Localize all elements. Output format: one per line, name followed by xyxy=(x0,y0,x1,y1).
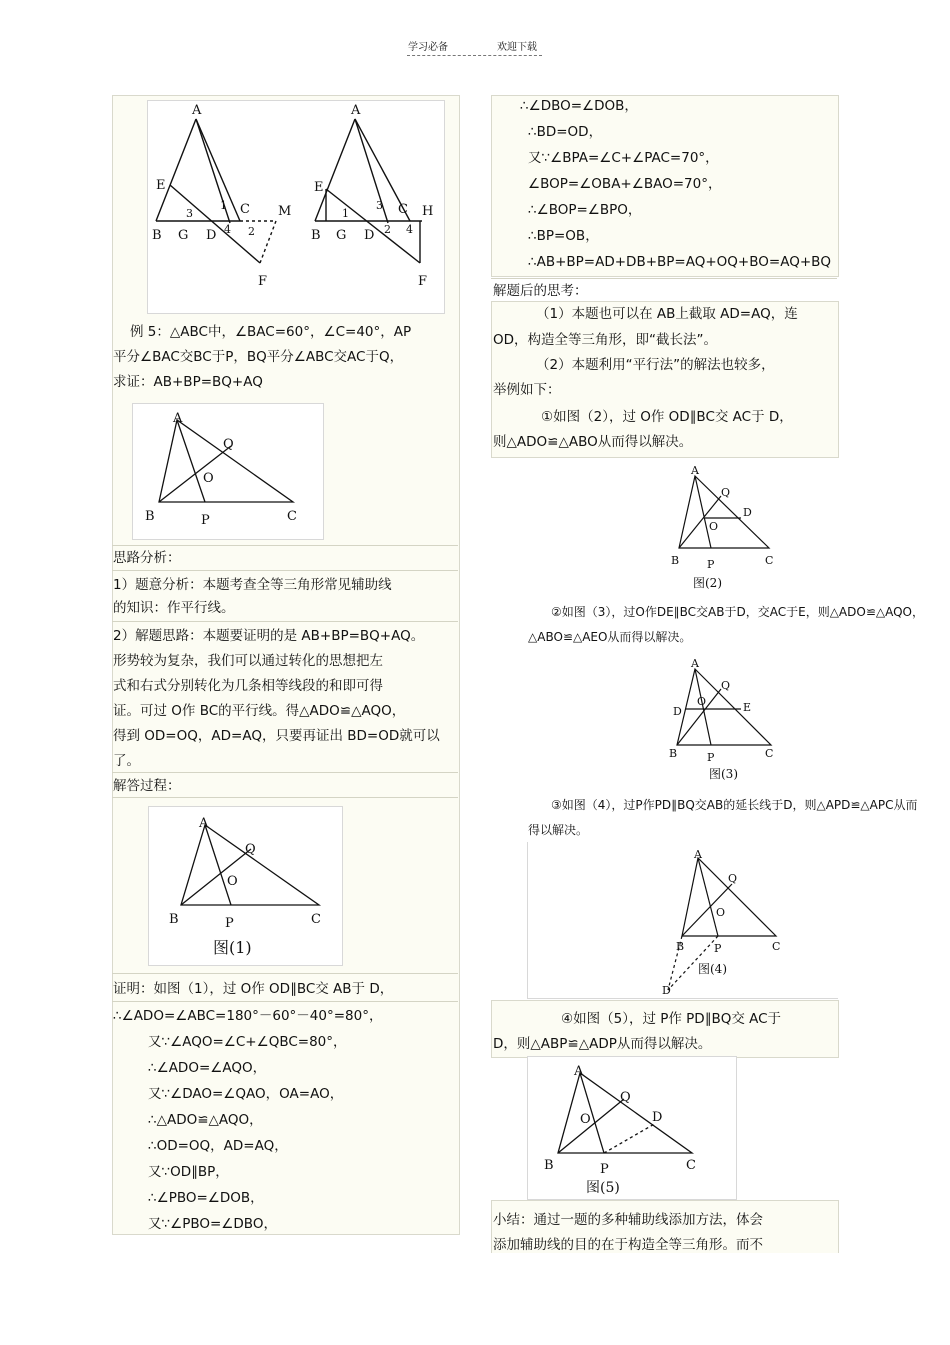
analysis-line: 式和右式分别转化为几条相等线段的和即可得 xyxy=(113,678,383,694)
figure-4 xyxy=(527,842,838,999)
fig-label: D xyxy=(364,228,375,243)
fig-label: E xyxy=(156,178,166,193)
fig-label: P xyxy=(201,513,210,528)
analysis-title: 思路分析： xyxy=(113,550,181,566)
proof-line: ∴△ADO≌△AQO， xyxy=(148,1112,263,1128)
summary-line: 添加辅助线的目的在于构造全等三角形。而不 xyxy=(493,1237,763,1253)
figure-3 xyxy=(665,655,785,785)
example-line: 求证：AB+BP=BQ+AQ xyxy=(113,374,263,390)
fig-label: B xyxy=(145,509,155,524)
analysis-line: 2）解题思路：本题要证明的是 AB+BP=BQ+AQ。 xyxy=(113,628,425,644)
fig-label: D xyxy=(652,1110,663,1125)
fig-label: C xyxy=(772,940,781,953)
fig-label: C xyxy=(686,1158,696,1173)
fig-label: D xyxy=(662,984,671,997)
figure-4-caption: 图(4) xyxy=(698,962,727,976)
fig-label: 1 xyxy=(342,207,349,220)
fig-label: E xyxy=(743,701,752,714)
fig-label: 2 xyxy=(248,225,255,238)
proof-line: 又∵OD∥BP， xyxy=(148,1164,229,1180)
proof-line: 又∵∠DAO=∠QAO，OA=AO， xyxy=(148,1086,344,1102)
fig-label: D xyxy=(673,705,682,718)
figure-2 xyxy=(665,460,785,592)
figure-example-triangle xyxy=(132,403,324,540)
fig-label: A xyxy=(199,816,209,831)
fig-label: A xyxy=(691,657,699,670)
fig-label: A xyxy=(192,103,202,118)
example-line: 例 5：△ABC中，∠BAC=60°，∠C=40°，AP xyxy=(130,324,412,340)
analysis-line: 形势较为复杂，我们可以通过转化的思想把左 xyxy=(113,653,383,669)
fig-label: H xyxy=(422,204,434,219)
proof-line: ∴∠PBO=∠DOB， xyxy=(148,1190,264,1206)
fig-label: P xyxy=(225,916,234,931)
figure-1-caption: 图(1) xyxy=(213,938,252,957)
fig-label: B xyxy=(544,1158,554,1173)
fig-label: F xyxy=(418,274,428,289)
proof-cont-line: 又∵∠BPA=∠C+∠PAC=70°， xyxy=(528,150,719,166)
fig-label: D xyxy=(206,228,217,243)
fig-label: B xyxy=(676,940,685,953)
fig-label: A xyxy=(351,103,361,118)
proof-cont-line: ∠BOP=∠OBA+∠BAO=70°， xyxy=(528,176,722,192)
proof-cont-line: ∴∠BOP=∠BPO， xyxy=(528,202,642,218)
figure-5 xyxy=(527,1056,737,1200)
fig-label: C xyxy=(765,554,774,567)
analysis-line: 证。可过 O作 BC的平行线。得△ADO≌△AQO， xyxy=(113,703,406,719)
fig-label: E xyxy=(314,180,324,195)
fig-label: Q xyxy=(620,1090,631,1105)
proof-line: 又∵∠PBO=∠DBO， xyxy=(148,1216,277,1232)
method-line: △ABO≌△AEO从而得以解决。 xyxy=(528,630,692,644)
fig-label: A xyxy=(691,464,699,477)
fig-label: P xyxy=(600,1162,609,1177)
fig-label: C xyxy=(287,509,297,524)
fig-label: P xyxy=(707,558,715,571)
summary-line: 小结：通过一题的多种辅助线添加方法，体会 xyxy=(493,1212,763,1228)
method-line: ④如图（5），过 P作 PD∥BQ交 AC于 xyxy=(561,1011,782,1027)
analysis-line: 的知识：作平行线。 xyxy=(113,600,235,616)
fig-label: 1 xyxy=(220,199,227,212)
reflection-line: 举例如下： xyxy=(493,382,561,398)
proof-cont-line: ∴BD=OD， xyxy=(528,124,603,140)
fig-label: 3 xyxy=(186,207,193,220)
fig-label: C xyxy=(765,747,774,760)
method-line: ③如图（4），过P作PD∥BQ交AB的延长线于D，则△APD≌△APC从而 xyxy=(551,798,918,812)
fig-label: B xyxy=(169,912,179,927)
method-line: 得以解决。 xyxy=(528,823,589,837)
fig-label: 4 xyxy=(224,223,231,236)
figure-2-caption: 图(2) xyxy=(693,576,722,590)
fig-label: G xyxy=(336,228,347,243)
fig-label: O xyxy=(203,471,214,486)
proof-line: ∴∠ADO=∠AQO， xyxy=(148,1060,267,1076)
analysis-line: 得到 OD=OQ，AD=AQ，只要再证出 BD=OD就可以 xyxy=(113,728,440,744)
fig-label: O xyxy=(716,906,726,919)
fig-label: B xyxy=(669,747,678,760)
reflection-line: OD，构造全等三角形，即“截长法”。 xyxy=(493,332,718,348)
figure-example-right-labels xyxy=(311,103,433,289)
proof-line: 又∵∠AQO=∠C+∠QBC=80°， xyxy=(148,1034,347,1050)
header-divider xyxy=(407,55,542,56)
reflection-title: 解题后的思考： xyxy=(493,283,588,299)
fig-label: O xyxy=(709,520,719,533)
fig-label: O xyxy=(697,695,707,708)
proof-line: ∴∠ADO=∠ABC=180°－60°－40°=80°， xyxy=(113,1008,383,1024)
fig-label: Q xyxy=(721,679,731,692)
solution-title: 解答过程： xyxy=(113,778,181,794)
reflection-line: （1）本题也可以在 AB上截取 AD=AQ，连 xyxy=(536,306,798,322)
figure-example-pair xyxy=(147,100,445,314)
header-right: 欢迎下载 xyxy=(497,42,537,53)
figure-1 xyxy=(148,806,343,966)
fig-label: B xyxy=(152,228,162,243)
fig-label: G xyxy=(178,228,189,243)
method-line: ①如图（2），过 O作 OD∥BC交 AC于 D， xyxy=(541,409,793,425)
fig-label: C xyxy=(240,202,250,217)
header-left: 学习必备 xyxy=(408,42,448,53)
fig-label: A xyxy=(173,411,183,426)
figure-5-caption: 图(5) xyxy=(586,1180,620,1196)
fig-label: P xyxy=(707,751,715,764)
example-line: 平分∠BAC交BC于P，BQ平分∠ABC交AC于Q， xyxy=(113,349,404,365)
fig-label: C xyxy=(311,912,321,927)
reflection-line: （2）本题利用“平行法”的解法也较多， xyxy=(536,357,775,373)
fig-label: C xyxy=(398,202,408,217)
method-line: 则△ADO≌△ABO从而得以解决。 xyxy=(493,434,693,450)
proof-cont-line: ∴∠DBO=∠DOB， xyxy=(520,98,638,114)
proof-intro: 证明：如图（1），过 O作 OD∥BC交 AB于 D， xyxy=(113,981,394,997)
fig-label: 4 xyxy=(406,223,413,236)
proof-cont-line: ∴BP=OB， xyxy=(528,228,599,244)
proof-cont-line: ∴AB+BP=AD+DB+BP=AQ+OQ+BO=AQ+BQ xyxy=(528,254,832,270)
fig-label: D xyxy=(743,506,752,519)
figure-3-caption: 图(3) xyxy=(709,767,738,781)
method-line: ②如图（3），过O作DE∥BC交AB于D，交AC于E，则△ADO≌△AQO， xyxy=(551,605,924,619)
fig-label: Q xyxy=(245,842,256,857)
proof-line: ∴OD=OQ，AD=AQ， xyxy=(148,1138,288,1154)
fig-label: A xyxy=(574,1064,584,1079)
fig-label: B xyxy=(671,554,680,567)
fig-label: O xyxy=(580,1112,591,1127)
fig-label: 3 xyxy=(376,199,383,212)
fig-label: Q xyxy=(223,437,234,452)
analysis-line: 1）题意分析：本题考查全等三角形常见辅助线 xyxy=(113,577,392,593)
fig-label: Q xyxy=(721,486,731,499)
method-line: D，则△ABP≌△ADP从而得以解决。 xyxy=(493,1036,712,1052)
fig-label: A xyxy=(694,848,702,861)
fig-label: Q xyxy=(728,872,738,885)
fig-label: 2 xyxy=(384,223,391,236)
fig-label: M xyxy=(278,204,292,219)
fig-label: P xyxy=(714,942,722,955)
analysis-line: 了。 xyxy=(113,753,140,769)
fig-label: F xyxy=(258,274,268,289)
fig-label: O xyxy=(227,874,238,889)
fig-label: B xyxy=(311,228,321,243)
